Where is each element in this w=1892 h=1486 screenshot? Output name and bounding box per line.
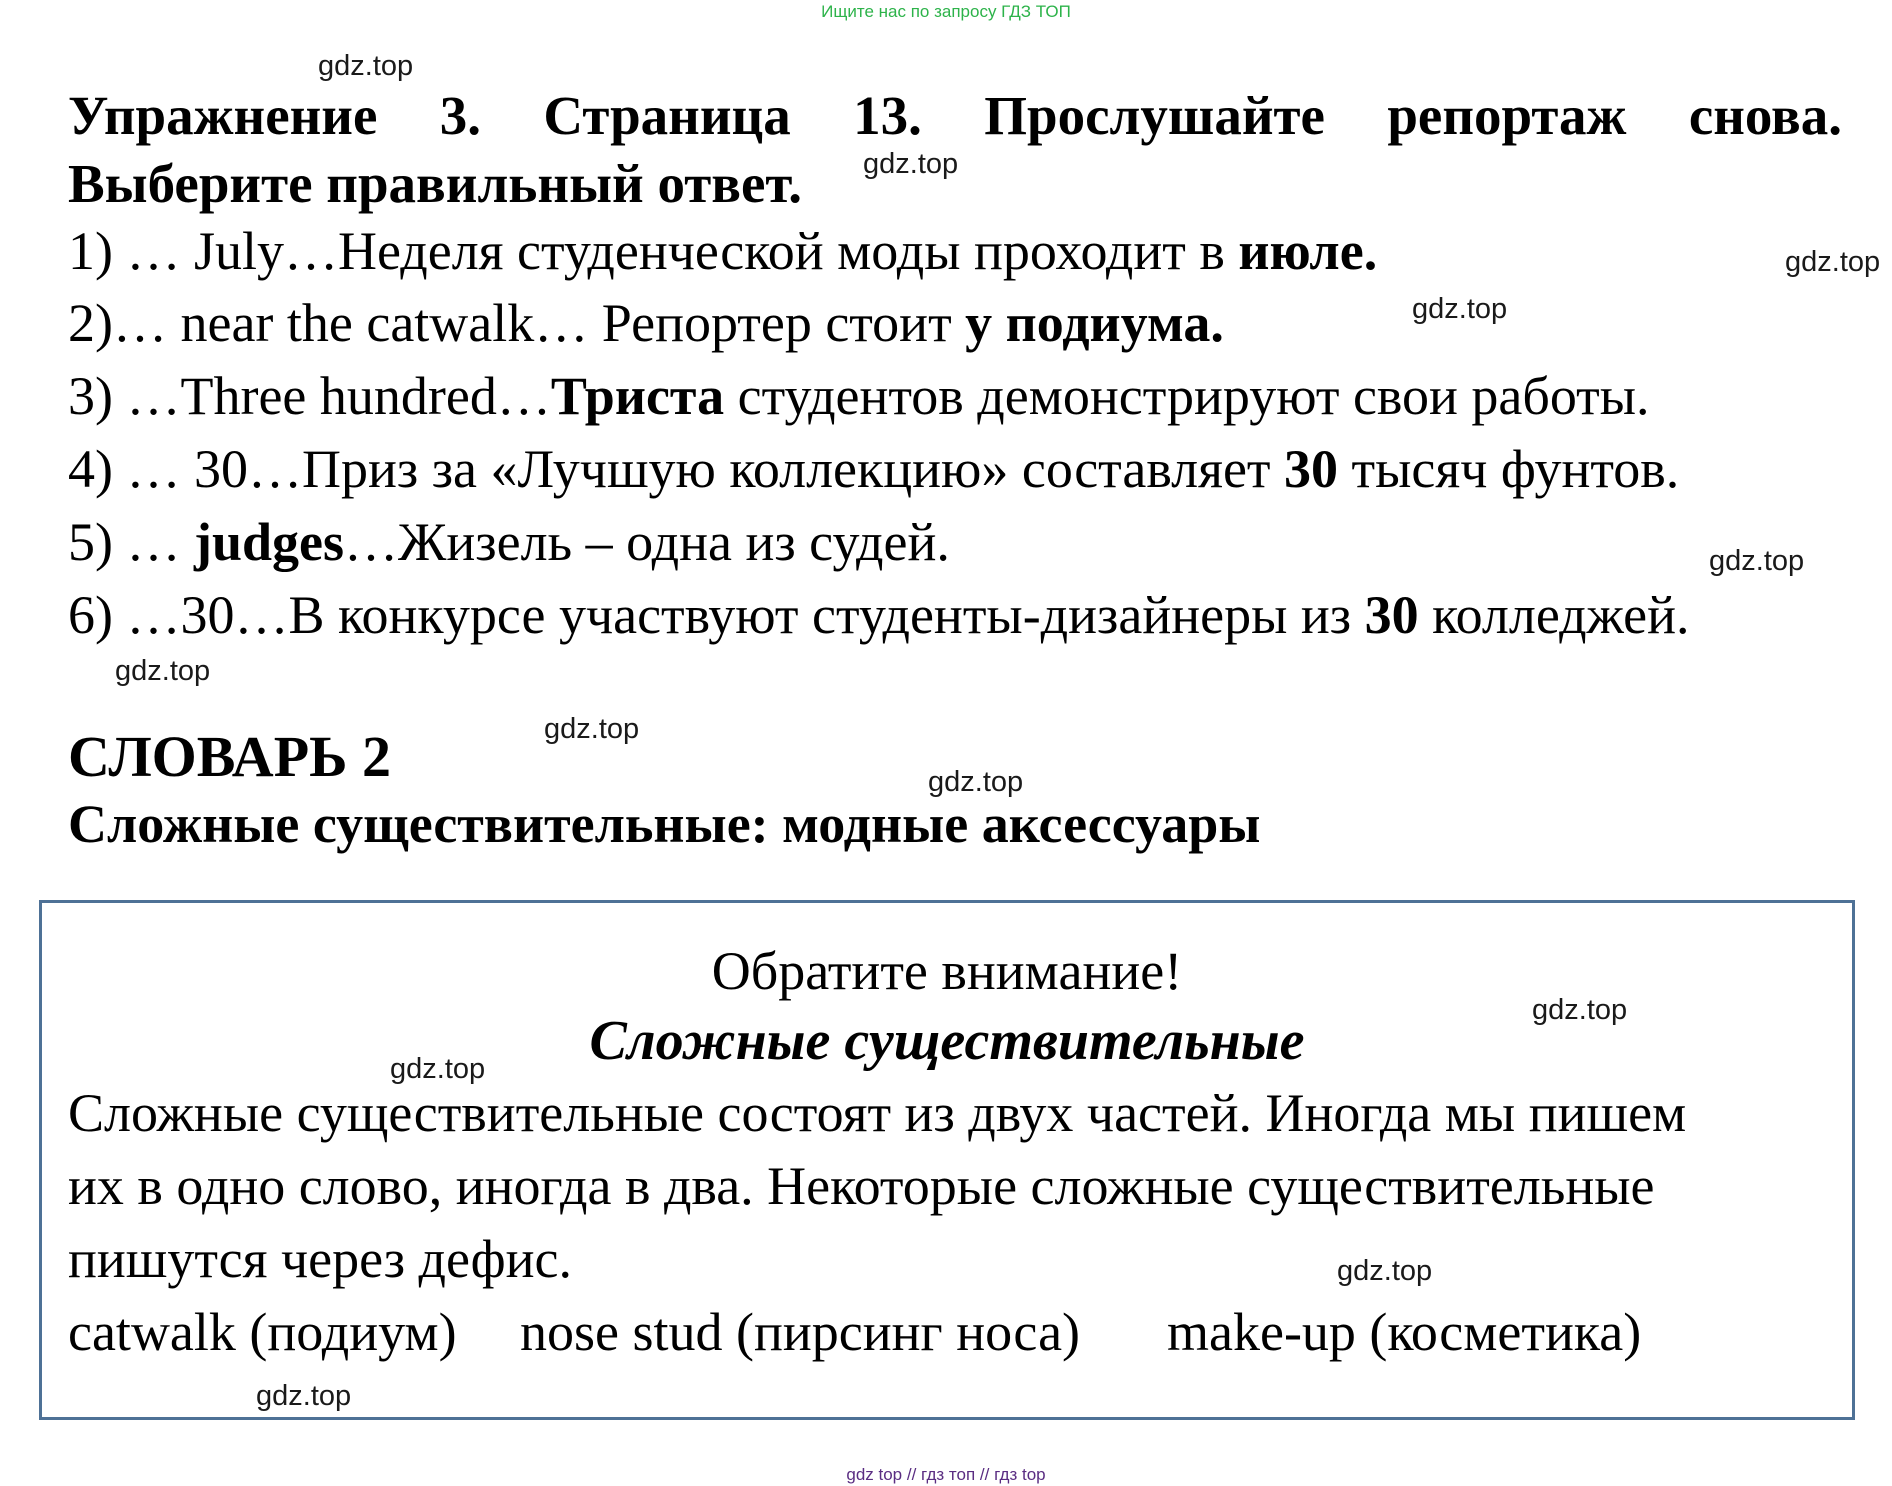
- watermark: gdz.top: [1412, 293, 1508, 325]
- section-title: СЛОВАРЬ 2: [68, 724, 391, 789]
- watermark: gdz.top: [863, 148, 959, 180]
- footer-links: [0, 1465, 1892, 1485]
- note-line: пишутся через дефис.: [68, 1229, 572, 1289]
- footer-separator: //: [979, 1465, 990, 1484]
- top-banner[interactable]: Ищите нас по запросу ГДЗ ТОП: [821, 2, 1071, 21]
- watermark: gdz.top: [1709, 545, 1805, 577]
- footer-link[interactable]: gdz top: [846, 1465, 903, 1484]
- watermark: gdz.top: [390, 1053, 486, 1085]
- section-subtitle: Сложные существительные: модные аксессуары: [68, 794, 1261, 854]
- answer-item: 2)… near the catwalk… Репортер стоит у подиума.: [68, 293, 1224, 353]
- watermark: gdz.top: [115, 655, 211, 687]
- example-nose-stud: nose stud (пирсинг носа): [520, 1302, 1081, 1362]
- note-line: их в одно слово, иногда в два. Некоторые сложные существительные: [68, 1156, 1655, 1216]
- watermark: gdz.top: [1337, 1255, 1433, 1287]
- watermark: gdz.top: [1785, 246, 1881, 278]
- watermark: gdz.top: [544, 713, 640, 745]
- watermark: gdz.top: [318, 50, 414, 82]
- footer-separator: //: [906, 1465, 917, 1484]
- answer-item: 6) …30…В конкурсе участвуют студенты-дизайнеры из 30 колледжей.: [68, 585, 1690, 645]
- footer-link[interactable]: гдз топ: [921, 1465, 976, 1484]
- note-line: Сложные существительные состоят из двух частей. Иногда мы пишем: [68, 1083, 1687, 1143]
- note-title: Обратите внимание!: [711, 941, 1183, 1001]
- exercise-heading: Упражнение 3. Страница 13. Прослушайте репортаж снова.: [68, 85, 1842, 146]
- footer-link[interactable]: гдз top: [994, 1465, 1046, 1484]
- note-subtitle: Сложные существительные: [589, 1010, 1305, 1072]
- example-catwalk: catwalk (подиум): [68, 1302, 457, 1362]
- answer-item: 3) …Three hundred…Триста студентов демонстрируют свои работы.: [68, 366, 1650, 426]
- watermark: gdz.top: [256, 1380, 352, 1412]
- watermark: gdz.top: [928, 766, 1024, 798]
- answer-item: 4) … 30…Приз за «Лучшую коллекцию» составляет 30 тысяч фунтов.: [68, 439, 1680, 499]
- example-make-up: make-up (косметика): [1167, 1302, 1642, 1362]
- watermark: gdz.top: [1532, 994, 1628, 1026]
- exercise-instruction: Выберите правильный ответ.: [68, 153, 802, 214]
- answer-item: 1) … July…Неделя студенческой моды проходит в июле.: [68, 221, 1378, 281]
- answer-item: 5) … judges…Жизель – одна из судей.: [68, 512, 950, 572]
